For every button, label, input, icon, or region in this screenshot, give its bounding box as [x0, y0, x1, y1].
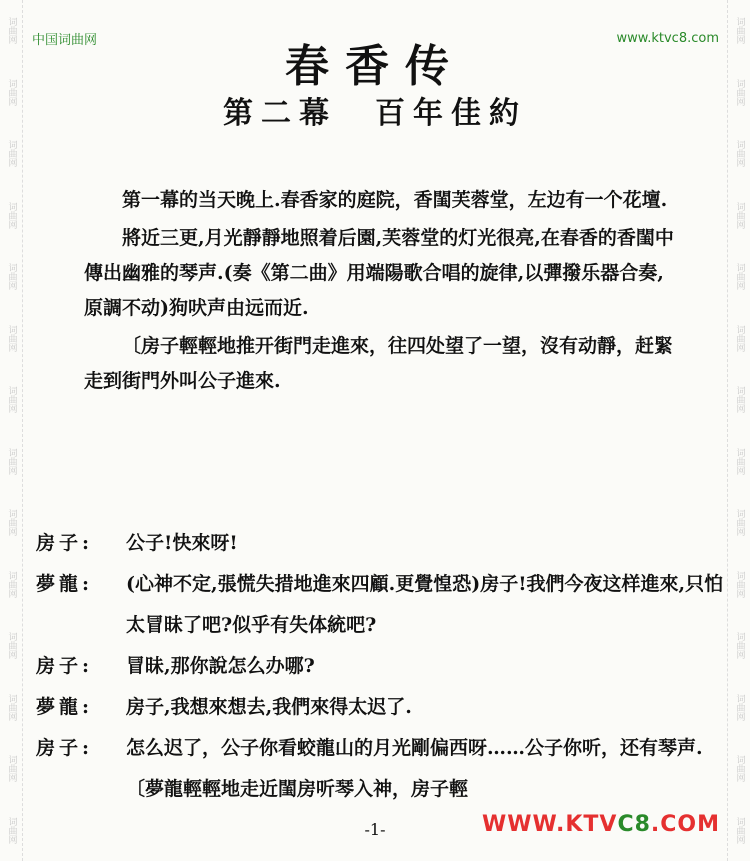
dialogue-line [36, 564, 726, 646]
side-watermark-text: 词曲网 [6, 324, 17, 352]
side-watermark-text: 词曲网 [6, 447, 17, 475]
side-watermark-text: 词曲网 [734, 755, 745, 783]
page-number: -1- [364, 820, 386, 839]
side-watermark-text: 词曲网 [6, 570, 17, 598]
site-url-watermark: www.ktvc8.com [616, 31, 719, 46]
speech-text: 冒昧,那你說怎么办哪? [126, 655, 315, 677]
dialogue-block [36, 523, 726, 810]
bottom-url-watermark [482, 812, 720, 837]
dialogue-line [36, 728, 726, 810]
stage-direction-paragraph: 將近三更,月光靜靜地照着后園,芙蓉堂的灯光很亮,在春香的香閨中傳出幽雅的琴声.(奏《第二曲》用端陽歌合唱的旋律,以彈撥乐器合奏,原調不动)狗吠声由远而近. [84, 227, 674, 319]
speech-text: (心神不定,張慌失措地進來四顧.更覺惶恐)房子!我們今夜这样進來,只怕太冒昧了吧?似乎有失体統吧? [126, 573, 724, 636]
side-watermark-text: 词曲网 [6, 263, 17, 291]
side-watermark-text: 词曲网 [734, 78, 745, 106]
site-name-watermark: 中国词曲网 [32, 33, 98, 48]
side-watermark-text: 词曲网 [6, 140, 17, 168]
side-watermark-text: 词曲网 [734, 140, 745, 168]
side-watermark-text: 词曲网 [6, 816, 17, 844]
speaker-name: 夢龍: [36, 573, 94, 595]
side-watermark-text: 词曲网 [734, 447, 745, 475]
side-watermark-text: 词曲网 [6, 78, 17, 106]
bottom-watermark-part: WWW.KTV [481, 812, 618, 837]
side-watermark-text: 词曲网 [734, 693, 745, 721]
speaker-name: 房子: [36, 655, 94, 677]
page-title: 春香传 [285, 41, 465, 92]
speech-text: 怎么迟了，公子你看蛟龍山的月光剛偏西呀……公子你听，还有琴声.〔夢龍輕輕地走近閨房听琴入神，房子輕 [126, 737, 703, 800]
side-watermark-text: 词曲网 [6, 632, 17, 660]
speaker-name: 房子: [36, 532, 94, 554]
bottom-watermark-part: .COM [650, 812, 720, 837]
side-watermark-text: 词曲网 [6, 201, 17, 229]
side-watermark-text: 词曲网 [734, 386, 745, 414]
speech-text: 房子,我想來想去,我們來得太迟了. [126, 696, 412, 718]
side-watermark-text: 词曲网 [6, 17, 17, 45]
dialogue-line [36, 523, 726, 564]
side-watermark-text: 词曲网 [734, 632, 745, 660]
side-watermark-text: 词曲网 [734, 570, 745, 598]
stage-directions [84, 183, 674, 402]
speaker-name: 夢龍: [36, 696, 94, 718]
side-watermark-text: 词曲网 [734, 263, 745, 291]
stage-direction-paragraph: 第一幕的当天晚上.春香家的庭院，香閨芙蓉堂，左边有一个花壇. [122, 189, 668, 211]
speech-text: 公子!快來呀! [126, 532, 238, 554]
bottom-watermark-part: C8 [617, 812, 651, 837]
side-watermark-text: 词曲网 [6, 755, 17, 783]
dialogue-line [36, 687, 726, 728]
side-watermark-text: 词曲网 [734, 509, 745, 537]
side-watermark-text: 词曲网 [6, 386, 17, 414]
side-watermark-text: 词曲网 [734, 17, 745, 45]
side-watermark-text: 词曲网 [6, 693, 17, 721]
side-watermark-text: 词曲网 [734, 201, 745, 229]
act-subtitle: 第二幕 百年佳約 [223, 96, 527, 131]
side-watermark-text: 词曲网 [734, 324, 745, 352]
dialogue-line [36, 646, 726, 687]
side-watermark-text: 词曲网 [6, 509, 17, 537]
stage-direction-paragraph: 〔房子輕輕地推开街門走進來，往四处望了一望，沒有动靜，赶緊走到街門外叫公子進來. [84, 335, 674, 392]
speaker-name: 房子: [36, 737, 94, 759]
side-watermark-text: 词曲网 [734, 816, 745, 844]
